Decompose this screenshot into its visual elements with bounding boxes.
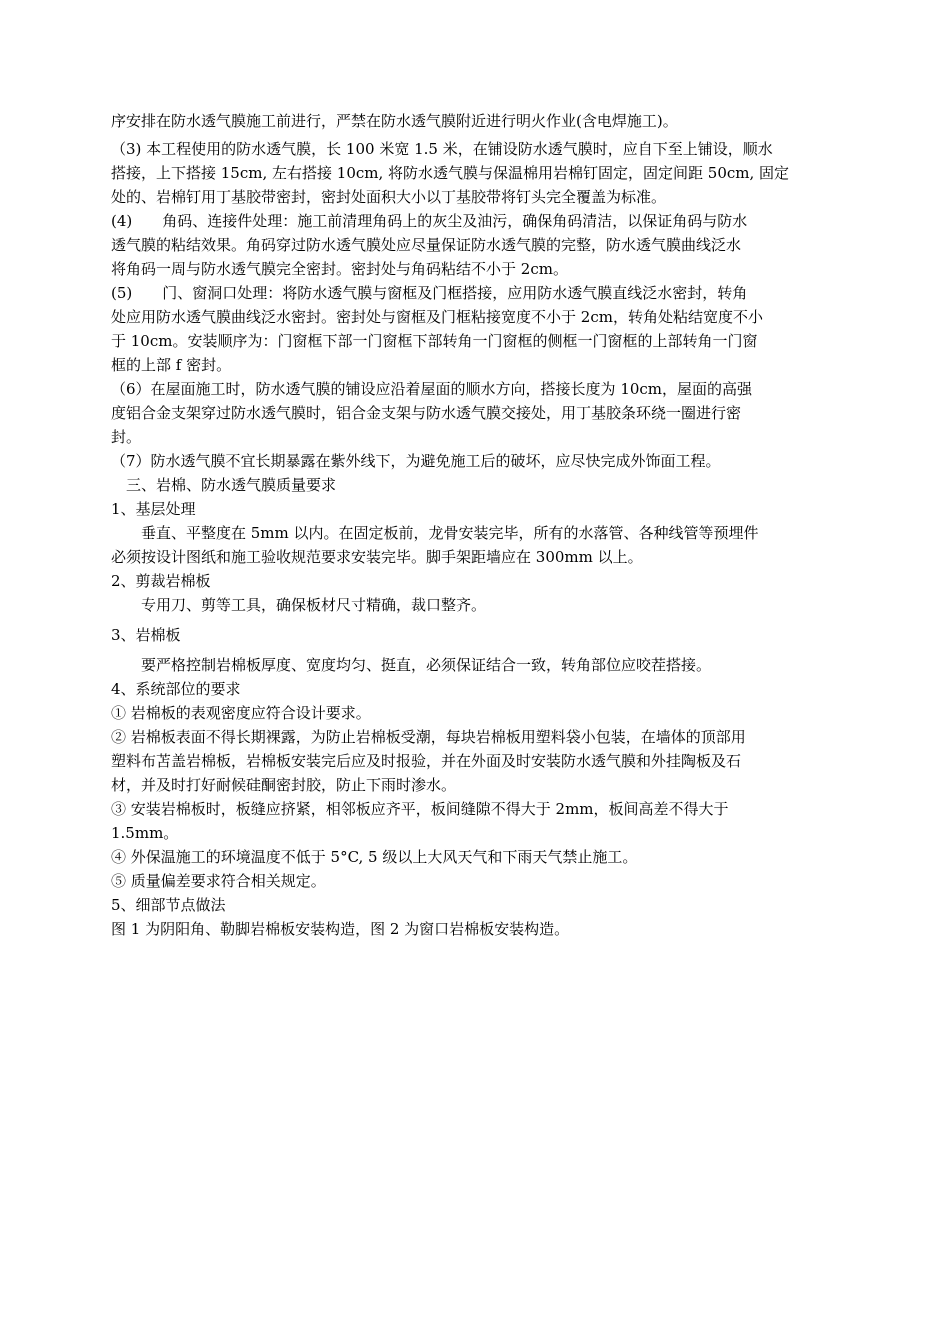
text-line: 塑料布苫盖岩棉板，岩棉板安装完后应及时报验，并在外面及时安装防水透气膜和外挂陶板及石 — [111, 752, 742, 770]
text-line: 图 1 为阴阳角、勒脚岩棉板安装构造，图 2 为窗口岩棉板安装构造。 — [111, 920, 570, 938]
text-line: 序安排在防水透气膜施工前进行，严禁在防水透气膜附近进行明火作业(含电焊施工)。 — [111, 112, 678, 130]
subsection-heading: 5、细部节点做法 — [111, 896, 226, 914]
text-line: 垂直、平整度在 5mm 以内。在固定板前，龙骨安装完毕，所有的水落管、各种线管等预埋件 — [111, 524, 759, 542]
subsection-heading: 2、剪裁岩棉板 — [111, 572, 211, 590]
list-item: ③ 安装岩棉板时，板缝应挤紧，相邻板应齐平，板间缝隙不得大于 2mm，板间高差不得大于 — [111, 800, 729, 818]
list-item: ④ 外保温施工的环境温度不低于 5°C, 5 级以上大风天气和下雨天气禁止施工。 — [111, 848, 638, 866]
text-line: 1.5mm。 — [111, 824, 179, 842]
text-line: 必须按设计图纸和施工验收规范要求安装完毕。脚手架距墙应在 300mm 以上。 — [111, 548, 643, 566]
list-item: ⑤ 质量偏差要求符合相关规定。 — [111, 872, 326, 890]
text-line: 透气膜的粘结效果。角码穿过防水透气膜处应尽量保证防水透气膜的完整，防水透气膜曲线泛水 — [111, 236, 742, 254]
text-line: 封。 — [111, 428, 142, 446]
list-item: ② 岩棉板表面不得长期裸露，为防止岩棉板受潮，每块岩棉板用塑料袋小包装，在墙体的顶部用 — [111, 728, 746, 746]
subsection-heading: 1、基层处理 — [111, 500, 196, 518]
text-line: （7）防水透气膜不宜长期暴露在紫外线下，为避免施工后的破坏，应尽快完成外饰面工程。 — [111, 452, 721, 470]
document-page — [111, 109, 843, 941]
list-item: ① 岩棉板的表观密度应符合设计要求。 — [111, 704, 371, 722]
text-line: 将角码一周与防水透气膜完全密封。密封处与角码粘结不小于 2cm。 — [111, 260, 568, 278]
text-line: 框的上部 f 密封。 — [111, 356, 232, 374]
section-heading: 三、岩棉、防水透气膜质量要求 — [111, 476, 337, 494]
text-line: （3) 本工程使用的防水透气膜，长 100 米宽 1.5 米，在铺设防水透气膜时，应自下至上铺设，顺水 — [111, 140, 773, 158]
text-line: 度铝合金支架穿过防水透气膜时，铝合金支架与防水透气膜交接处，用丁基胶条环绕一圈进行密 — [111, 404, 742, 422]
text-line: 材，并及时打好耐候硅酮密封胶，防止下雨时渗水。 — [111, 776, 457, 794]
text-line: 处应用防水透气膜曲线泛水密封。密封处与窗框及门框粘接宽度不小于 2cm，转角处粘结宽度不小 — [111, 308, 763, 326]
text-line: (5) 门、窗洞口处理：将防水透气膜与窗框及门框搭接，应用防水透气膜直线泛水密封，转角 — [111, 284, 748, 302]
text-line: (4) 角码、连接件处理：施工前清理角码上的灰尘及油污，确保角码清洁，以保证角码与防水 — [111, 212, 748, 230]
text-line: 搭接，上下搭接 15cm, 左右搭接 10cm, 将防水透气膜与保温棉用岩棉钉固定，固定间距 50cm, 固定 — [111, 164, 790, 182]
text-line: 专用刀、剪等工具，确保板材尺寸精确，裁口整齐。 — [111, 596, 487, 614]
subsection-heading: 4、系统部位的要求 — [111, 680, 241, 698]
text-line: 要严格控制岩棉板厚度、宽度均匀、挺直，必须保证结合一致，转角部位应咬茬搭接。 — [111, 656, 712, 674]
text-line: 于 10cm。安装顺序为：门窗框下部一门窗框下部转角一门窗框的侧框一门窗框的上部转角一门窗 — [111, 332, 758, 350]
text-line: 处的、岩棉钉用丁基胶带密封，密封处面积大小以丁基胶带将钉头完全覆盖为标准。 — [111, 188, 667, 206]
text-line: （6）在屋面施工时，防水透气膜的铺设应沿着屋面的顺水方向，搭接长度为 10cm，屋面的高强 — [111, 380, 753, 398]
subsection-heading: 3、岩棉板 — [111, 626, 181, 644]
